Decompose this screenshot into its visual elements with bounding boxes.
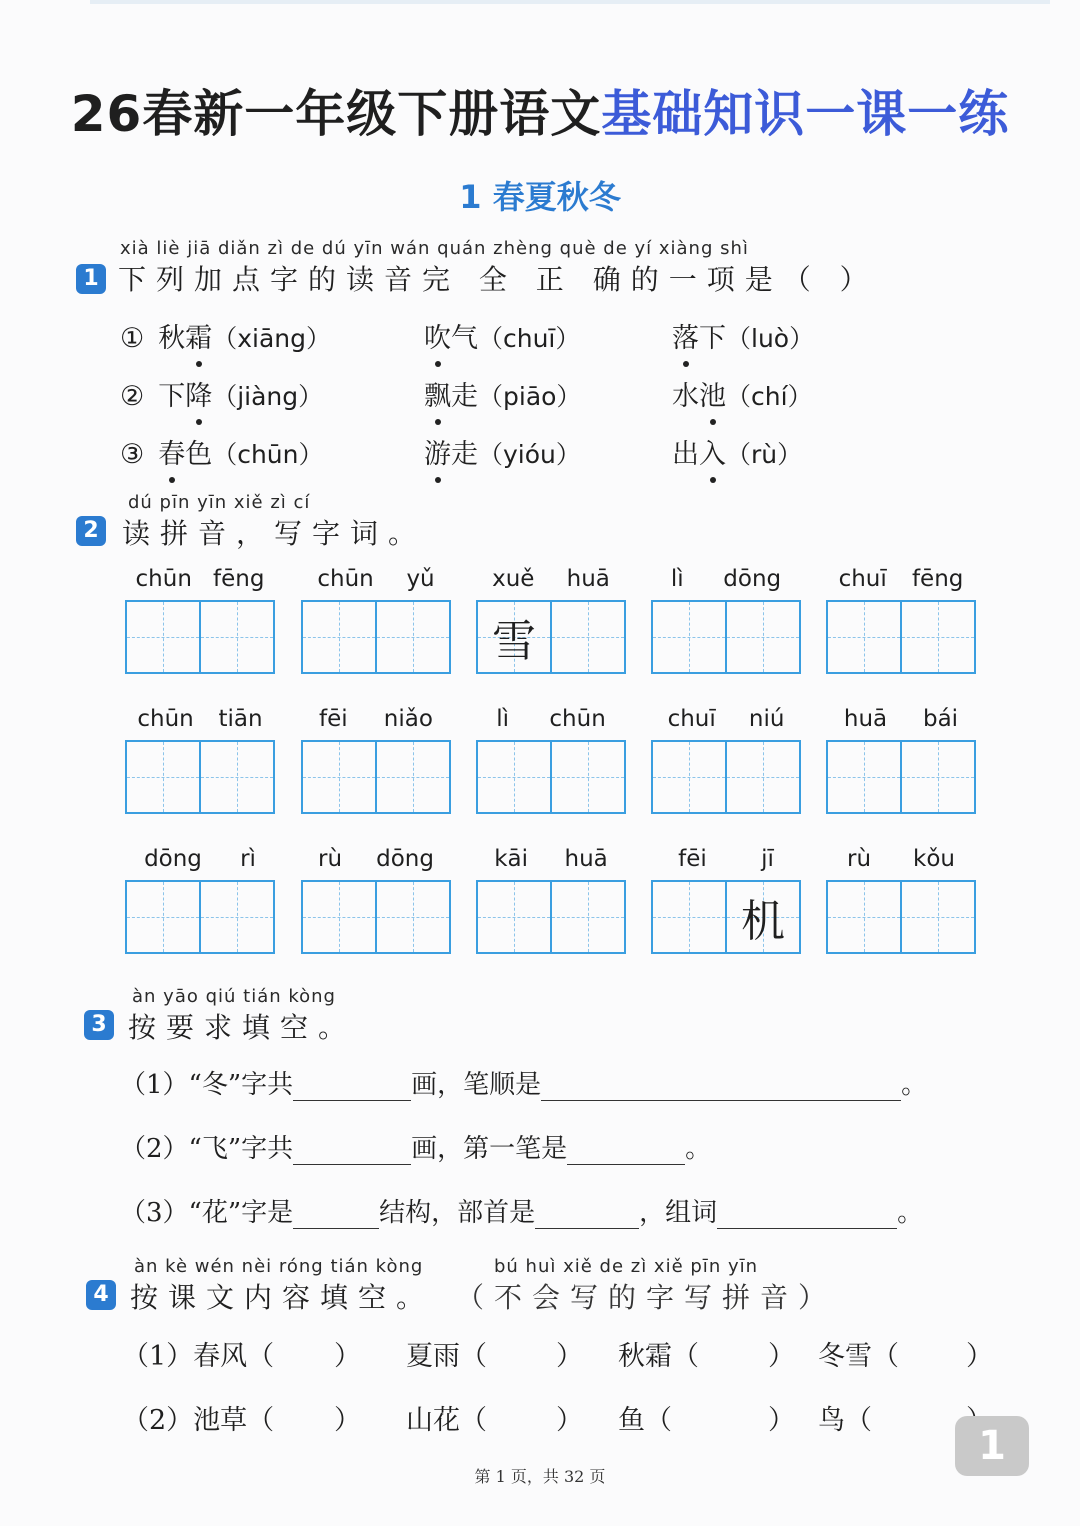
word-pinyin <box>476 566 626 600</box>
q1-text: 下列加点字的读音完 全 正 确的一项是（ ） <box>118 263 878 296</box>
writing-cell[interactable] <box>127 602 201 672</box>
word-pinyin <box>476 846 626 880</box>
word-pinyin <box>125 706 275 740</box>
writing-cell[interactable] <box>127 742 201 812</box>
q2-number: 2 <box>76 516 106 546</box>
option-pinyin: （yióu） <box>478 440 581 469</box>
option-char: 下 <box>158 381 186 412</box>
writing-cell[interactable] <box>902 882 974 952</box>
dotted-char: 降 <box>185 374 212 413</box>
word-box <box>651 566 801 674</box>
written-char <box>653 742 725 812</box>
close-paren: ） <box>556 1341 583 1372</box>
option-char: 下 <box>699 323 726 354</box>
page-title <box>0 74 1080 146</box>
option-char: 走 <box>451 439 478 470</box>
written-char <box>552 742 624 812</box>
option-char: 走 <box>451 381 478 412</box>
writing-cell[interactable] <box>478 742 552 812</box>
writing-cell[interactable] <box>653 742 727 812</box>
top-border <box>90 0 1050 4</box>
page-badge: 1 <box>955 1416 1029 1476</box>
q1-option <box>672 374 813 413</box>
written-char: 机 <box>741 896 785 947</box>
writing-cell[interactable] <box>902 602 974 672</box>
writing-cell[interactable] <box>828 602 902 672</box>
word-box <box>301 706 451 814</box>
q1-option <box>120 374 323 413</box>
syllable: bái <box>922 706 959 732</box>
word-box <box>651 706 801 814</box>
syllable: dōng <box>376 846 434 872</box>
option-label: ① <box>120 323 145 354</box>
option-pinyin: （chuī） <box>478 324 581 353</box>
word-box <box>301 566 451 674</box>
written-char <box>902 742 974 812</box>
syllable: chūn <box>549 706 606 732</box>
written-char <box>377 742 449 812</box>
option-pinyin: （chūn） <box>212 440 324 469</box>
q3-text: 按要求填空。 <box>128 1011 357 1044</box>
dotted-char: 游 <box>424 432 451 471</box>
written-char <box>127 882 199 952</box>
q4-item: 山花（ <box>406 1405 487 1436</box>
dotted-char: 飘 <box>424 374 451 413</box>
tian-grid <box>826 740 976 814</box>
word-box <box>651 846 801 954</box>
tian-grid <box>125 600 275 674</box>
blank[interactable] <box>567 1138 685 1165</box>
blank[interactable] <box>293 1138 411 1165</box>
q1-option <box>672 316 814 355</box>
word-pinyin <box>125 566 275 600</box>
word-box <box>125 566 275 674</box>
blank[interactable] <box>293 1202 379 1229</box>
syllable: tiān <box>218 706 263 732</box>
written-char <box>902 882 974 952</box>
q1-number: 1 <box>76 264 106 294</box>
writing-cell[interactable] <box>303 882 377 952</box>
writing-cell[interactable] <box>377 602 449 672</box>
writing-cell[interactable] <box>727 602 799 672</box>
q3-pinyin: àn yāo qiú tián kòng <box>132 986 336 1007</box>
syllable: kāi <box>494 846 529 872</box>
q4-item: 鸟（ <box>818 1405 872 1436</box>
close-paren: ） <box>768 1405 795 1436</box>
word-pinyin <box>651 566 801 600</box>
q1-option <box>424 316 580 355</box>
word-box <box>826 706 976 814</box>
word-pinyin <box>826 566 976 600</box>
word-pinyin <box>125 846 275 880</box>
option-pinyin: （xiāng） <box>212 324 331 353</box>
q4-item: 鱼（ <box>618 1405 672 1436</box>
blank[interactable] <box>293 1074 411 1101</box>
writing-cell[interactable] <box>828 742 902 812</box>
word-box <box>826 846 976 954</box>
word-pinyin <box>301 566 451 600</box>
tian-grid <box>651 880 801 954</box>
dotted-char: 吹 <box>424 316 451 355</box>
option-char: 气 <box>451 323 478 354</box>
q1-option <box>120 432 324 471</box>
q4-text: 按课文内容填空。 <box>130 1281 435 1314</box>
syllable: dōng <box>723 566 782 592</box>
option-char: 色 <box>185 439 213 470</box>
syllable: chūn <box>317 566 374 592</box>
option-label: ② <box>120 381 145 412</box>
syllable: fēi <box>678 846 707 872</box>
tian-grid <box>476 880 626 954</box>
written-char <box>828 742 900 812</box>
option-char: 出 <box>672 439 699 470</box>
syllable: jī <box>761 846 774 872</box>
close-paren: ） <box>334 1341 361 1372</box>
q2-pinyin: dú pīn yīn xiě zì cí <box>128 492 311 513</box>
word-box <box>826 566 976 674</box>
q3-item-1: （1）“冬”字共 画，笔顺是 。 <box>120 1070 928 1100</box>
q4-item: 夏雨（ <box>406 1341 487 1372</box>
option-pinyin: （rù） <box>726 440 803 469</box>
written-char <box>828 602 900 672</box>
option-char: 秋 <box>158 323 186 354</box>
lesson-title: 1 春夏秋冬 <box>459 178 621 216</box>
syllable: niú <box>748 706 785 732</box>
written-char <box>727 602 799 672</box>
close-paren: ） <box>334 1405 361 1436</box>
tian-grid <box>651 740 801 814</box>
writing-cell[interactable] <box>727 742 799 812</box>
written-char <box>902 602 974 672</box>
syllable: chuī <box>838 566 887 592</box>
tian-grid <box>826 880 976 954</box>
q1-option <box>424 432 581 471</box>
written-char <box>377 882 449 952</box>
syllable: rù <box>846 846 872 872</box>
option-char: 水 <box>672 381 699 412</box>
close-paren: ） <box>966 1341 993 1372</box>
syllable: rù <box>318 846 343 872</box>
written-char <box>727 742 799 812</box>
word-box <box>301 846 451 954</box>
word-pinyin <box>826 706 976 740</box>
tian-grid <box>301 740 451 814</box>
q2-text: 读拼音，写字词。 <box>122 517 427 550</box>
syllable: chuī <box>667 706 716 732</box>
q4-item: （1）春风（ <box>122 1341 275 1372</box>
writing-cell[interactable] <box>201 742 273 812</box>
q1-pinyin: xià liè jiā diǎn zì de dú yīn wán quán zhèng què de yí xiàng shì <box>120 238 749 259</box>
tian-grid <box>826 600 976 674</box>
syllable: chūn <box>137 706 194 732</box>
syllable: huā <box>843 706 888 732</box>
written-char <box>478 742 550 812</box>
written-char <box>653 882 725 952</box>
close-paren: ） <box>768 1341 795 1372</box>
word-pinyin <box>301 706 451 740</box>
q1-option <box>120 316 331 355</box>
written-char <box>303 602 375 672</box>
written-char <box>127 602 199 672</box>
writing-cell[interactable] <box>478 602 552 672</box>
syllable: xuě <box>492 566 535 592</box>
writing-cell[interactable] <box>478 882 552 952</box>
q1-option <box>672 432 802 471</box>
syllable: niǎo <box>383 706 433 732</box>
writing-cell[interactable] <box>552 742 624 812</box>
option-label: ③ <box>120 439 145 470</box>
writing-cell[interactable] <box>303 742 377 812</box>
tian-grid <box>651 600 801 674</box>
word-box <box>476 846 626 954</box>
writing-cell[interactable] <box>377 882 449 952</box>
writing-cell[interactable] <box>552 882 624 952</box>
word-box <box>476 566 626 674</box>
writing-cell[interactable] <box>902 742 974 812</box>
writing-cell[interactable] <box>727 882 799 952</box>
written-char <box>377 602 449 672</box>
q3-item-3: （3）“花”字是 结构，部首是 ，组词 。 <box>120 1198 924 1228</box>
writing-cell[interactable] <box>377 742 449 812</box>
written-char <box>201 882 273 952</box>
q4-item: 冬雪（ <box>818 1341 899 1372</box>
dotted-char: 霜 <box>185 316 212 355</box>
blank[interactable] <box>535 1202 639 1229</box>
tian-grid <box>301 600 451 674</box>
q4-number: 4 <box>86 1280 116 1310</box>
word-pinyin <box>651 846 801 880</box>
word-pinyin <box>301 846 451 880</box>
q4-item: 秋霜（ <box>618 1341 699 1372</box>
page-footer: 第 1 页，共 32 页 <box>474 1467 606 1486</box>
syllable: fēng <box>213 566 265 592</box>
option-pinyin: （chí） <box>726 382 813 411</box>
syllable: huā <box>566 566 610 592</box>
q1-option <box>424 374 581 413</box>
written-char <box>127 742 199 812</box>
written-char <box>201 742 273 812</box>
word-pinyin <box>826 846 976 880</box>
title-highlight: 基础知识一课一练 <box>601 85 1010 143</box>
written-char <box>552 602 624 672</box>
written-char <box>303 742 375 812</box>
written-char <box>552 882 624 952</box>
syllable: kǒu <box>913 846 955 872</box>
word-box <box>125 846 275 954</box>
writing-cell[interactable] <box>303 602 377 672</box>
written-char <box>201 602 273 672</box>
syllable: chūn <box>135 566 192 592</box>
syllable: lì <box>670 566 684 592</box>
writing-cell[interactable] <box>653 602 727 672</box>
tian-grid <box>125 740 275 814</box>
writing-cell[interactable] <box>127 882 201 952</box>
word-box <box>476 706 626 814</box>
q4-pinyin: àn kè wén nèi róng tián kòng <box>134 1256 424 1277</box>
syllable: yǔ <box>406 566 435 592</box>
word-pinyin <box>476 706 626 740</box>
option-pinyin: （piāo） <box>478 382 582 411</box>
blank[interactable] <box>717 1202 897 1229</box>
dotted-char: 春 <box>158 432 185 471</box>
tian-grid <box>476 600 626 674</box>
tian-grid <box>301 880 451 954</box>
tian-grid <box>125 880 275 954</box>
dotted-char: 池 <box>699 374 726 413</box>
writing-cell[interactable] <box>828 882 902 952</box>
title-main: 26春新一年级下册语文 <box>70 85 602 143</box>
writing-cell[interactable] <box>552 602 624 672</box>
syllable: lì <box>496 706 509 732</box>
q4-note: （不会写的字写拼音） <box>456 1281 837 1314</box>
written-char: 雪 <box>492 616 536 667</box>
dotted-char: 入 <box>699 432 726 471</box>
written-char <box>653 602 725 672</box>
blank[interactable] <box>541 1074 901 1101</box>
q4-item: （2）池草（ <box>122 1405 275 1436</box>
q3-item-2: （2）“飞”字共 画，第一笔是 。 <box>120 1134 712 1164</box>
writing-cell[interactable] <box>201 882 273 952</box>
q4-pinyin-note: bú huì xiě de zì xiě pīn yīn <box>494 1256 759 1277</box>
written-char <box>828 882 900 952</box>
writing-cell[interactable] <box>201 602 273 672</box>
syllable: fēng <box>911 566 964 592</box>
word-box <box>125 706 275 814</box>
option-pinyin: （jiàng） <box>212 382 324 411</box>
written-char <box>303 882 375 952</box>
tian-grid <box>476 740 626 814</box>
syllable: dōng <box>144 846 202 872</box>
syllable: fēi <box>319 706 348 732</box>
writing-cell[interactable] <box>653 882 727 952</box>
q3-number: 3 <box>84 1010 114 1040</box>
dotted-char: 落 <box>672 316 699 355</box>
close-paren: ） <box>556 1405 583 1436</box>
option-pinyin: （luò） <box>726 324 815 353</box>
word-pinyin <box>651 706 801 740</box>
written-char <box>478 882 550 952</box>
syllable: huā <box>564 846 608 872</box>
syllable: rì <box>240 846 256 872</box>
